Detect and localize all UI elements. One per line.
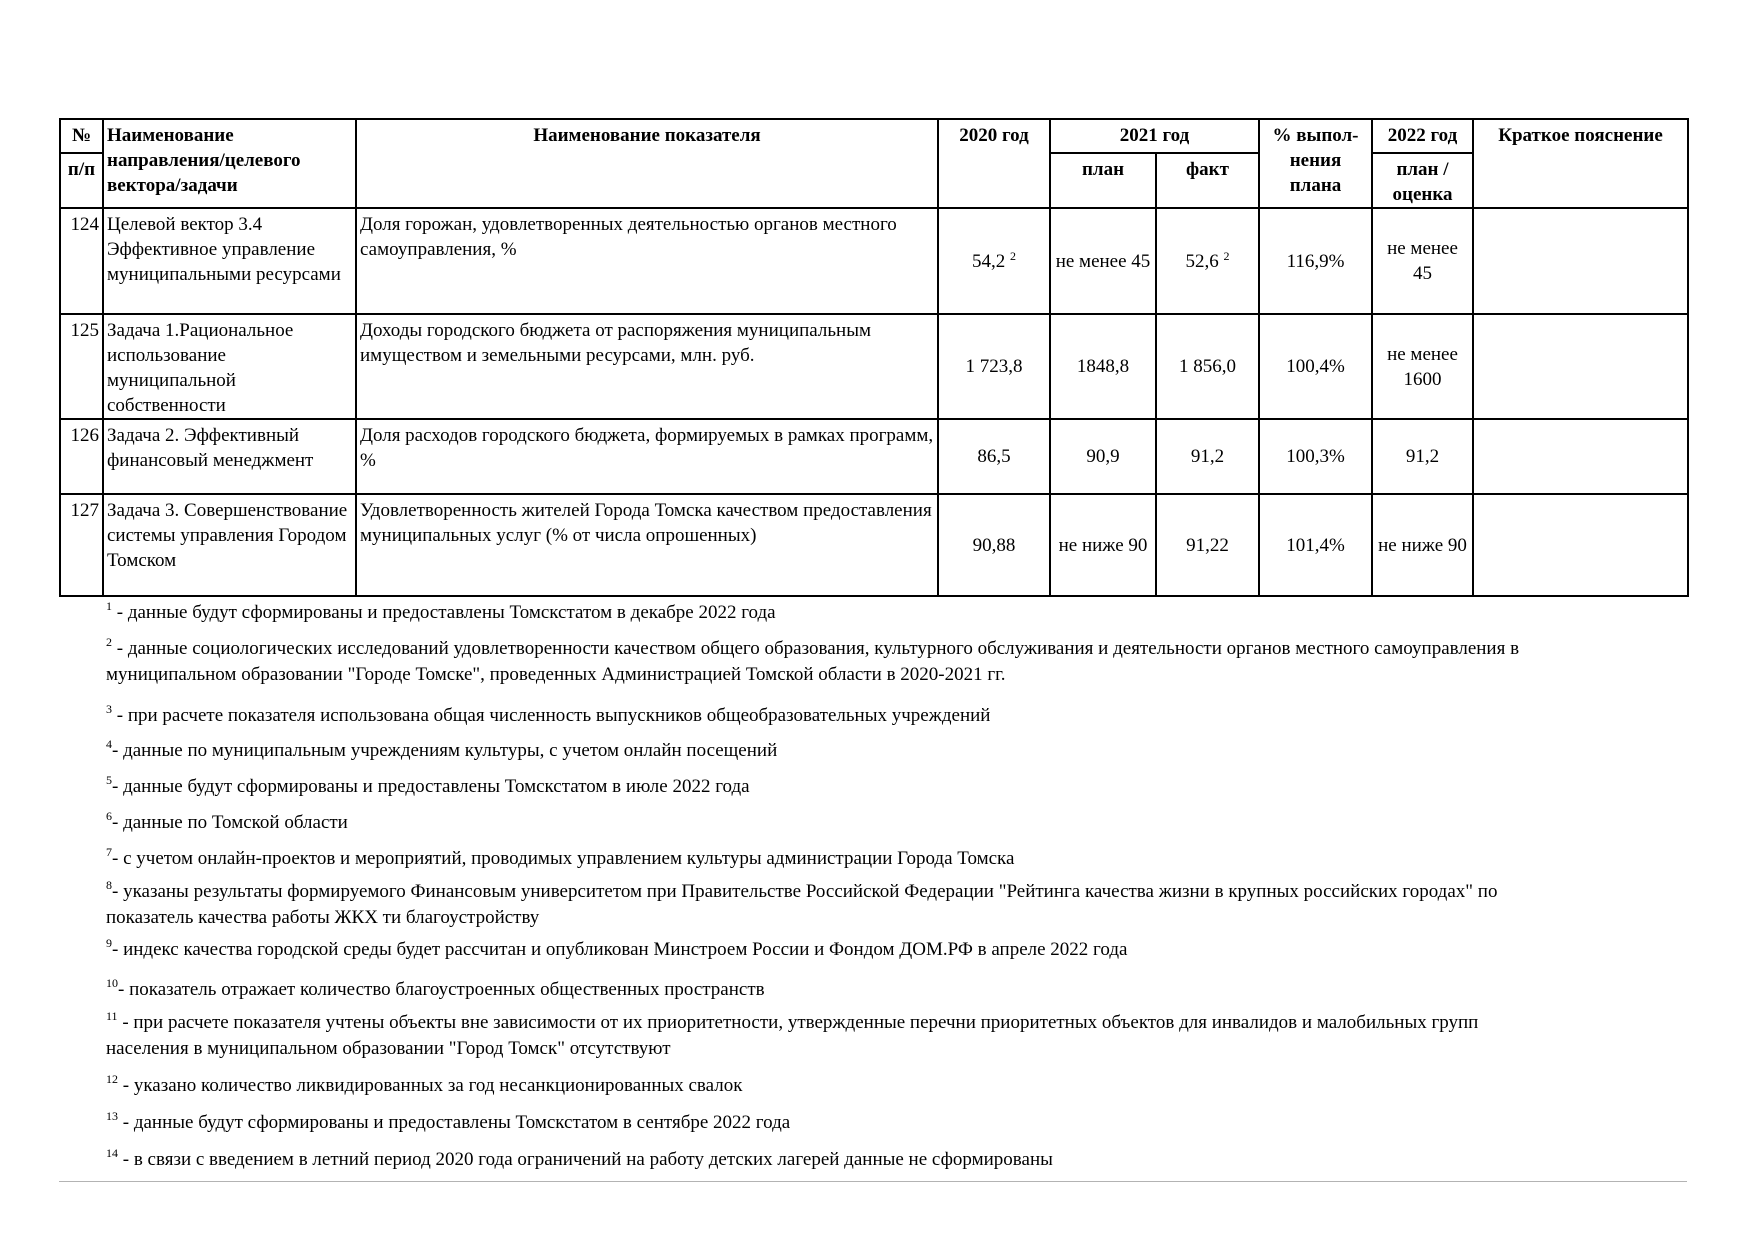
row-indicator: Доля горожан, удовлетворенных деятельностью органов местного самоуправления, % <box>356 208 938 314</box>
value: 52,6 <box>1185 250 1219 272</box>
row-2022: не менее 45 <box>1372 208 1473 314</box>
row-2020: 90,88 <box>938 494 1050 596</box>
row-2022: не менее 1600 <box>1372 314 1473 419</box>
row-number: 126 <box>60 419 103 494</box>
header-num-top: № <box>60 119 103 153</box>
footnote-number: 12 <box>106 1072 118 1086</box>
row-2021-plan: не ниже 90 <box>1050 494 1156 596</box>
header-percent: % выпол-нения плана <box>1259 119 1372 208</box>
row-2021-plan: 90,9 <box>1050 419 1156 494</box>
row-2020: 1 723,8 <box>938 314 1050 419</box>
row-note <box>1473 494 1688 596</box>
row-2021-plan: 1848,8 <box>1050 314 1156 419</box>
footnote-text: - указано количество ликвидированных за год несанкционированных свалок <box>118 1075 743 1096</box>
footnote-number: 3 <box>106 702 112 716</box>
footnote <box>106 703 1526 729</box>
footnote-ref: 2 <box>1223 248 1230 263</box>
footnote-text: - данные по Томской области <box>112 812 348 833</box>
footnote <box>106 937 1526 963</box>
row-direction: Целевой вектор 3.4 Эффективное управление муниципальными ресурсами <box>103 208 356 314</box>
footnote <box>106 636 1526 688</box>
row-indicator: Доходы городского бюджета от распоряжения муниципальным имуществом и земельными ресурсами, млн. руб. <box>356 314 938 419</box>
footnote-text: - показатель отражает количество благоустроенных общественных пространств <box>118 979 765 1000</box>
row-2022: 91,2 <box>1372 419 1473 494</box>
row-percent: 100,3% <box>1259 419 1372 494</box>
table-row <box>60 494 1688 596</box>
header-2022-sub: план / оценка <box>1372 153 1473 208</box>
row-direction: Задача 2. Эффективный финансовый менеджмент <box>103 419 356 494</box>
footnote-text: - при расчете показателя учтены объекты вне зависимости от их приоритетности, утвержденные перечни приоритетных объектов для инвалидов и малобильных групп населения в муниципальном образовании "Город Томск" отсутствуют <box>106 1012 1479 1059</box>
header-2021: 2021 год <box>1050 119 1259 153</box>
row-number: 125 <box>60 314 103 419</box>
footnote-text: - в связи с введением в летний период 2020 года ограничений на работу детских лагерей данные не сформированы <box>118 1149 1053 1170</box>
footnote <box>106 1110 1526 1136</box>
footnote-number: 14 <box>106 1146 118 1160</box>
row-note <box>1473 419 1688 494</box>
header-direction: Наименование направления/целевого вектора/задачи <box>103 119 356 208</box>
row-number: 127 <box>60 494 103 596</box>
header-2020: 2020 год <box>938 119 1050 208</box>
row-2020 <box>938 208 1050 314</box>
row-indicator: Доля расходов городского бюджета, формируемых в рамках программ, % <box>356 419 938 494</box>
footnote-ref: 2 <box>1010 248 1016 263</box>
footnote <box>106 600 1526 626</box>
header-note: Краткое пояснение <box>1473 119 1688 208</box>
footnote <box>106 1147 1526 1173</box>
footnote-text: - с учетом онлайн-проектов и мероприятий, проводимых управлением культуры администрации Города Томска <box>112 848 1015 869</box>
header-2022: 2022 год <box>1372 119 1473 153</box>
footnote-text: - данные социологических исследований удовлетворенности качеством общего образования, культурного обслуживания и деятельности органов местного самоуправления в муниципальном образовании "Городе Томске", проведенных Администрацией Томской области в 2020-2021 гг. <box>106 638 1520 685</box>
table-row <box>60 419 1688 494</box>
value: 54,2 <box>972 250 1006 272</box>
header-num-bottom: п/п <box>60 153 103 208</box>
footnote-number: 5 <box>106 773 112 787</box>
row-2021-fact: 91,2 <box>1156 419 1259 494</box>
row-direction: Задача 3. Совершенствование системы управления Городом Томском <box>103 494 356 596</box>
footnote-text: - индекс качества городской среды будет рассчитан и опубликован Минстроем России и Фондом ДОМ.РФ в апреле 2022 года <box>112 939 1128 960</box>
row-note <box>1473 208 1688 314</box>
row-percent: 100,4% <box>1259 314 1372 419</box>
footnote <box>106 774 1526 800</box>
footnote-number: 2 <box>106 635 112 649</box>
footnote <box>106 846 1526 872</box>
table-row <box>60 208 1688 314</box>
row-2020: 86,5 <box>938 419 1050 494</box>
row-2021-fact <box>1156 208 1259 314</box>
row-2021-plan: не менее 45 <box>1050 208 1156 314</box>
footnote-number: 1 <box>106 599 112 613</box>
footnote-number: 4 <box>106 737 112 751</box>
header-2021-plan: план <box>1050 153 1156 208</box>
footnote <box>106 810 1526 836</box>
footnote <box>106 1073 1526 1099</box>
row-direction: Задача 1.Рациональное использование муниципальной собственности <box>103 314 356 419</box>
footnote-number: 13 <box>106 1109 118 1123</box>
row-2021-fact: 1 856,0 <box>1156 314 1259 419</box>
header-2021-fact: факт <box>1156 153 1259 208</box>
header-indicator: Наименование показателя <box>356 119 938 208</box>
footnote-number: 11 <box>106 1009 118 1023</box>
footnote-number: 10 <box>106 976 118 990</box>
footnotes <box>106 600 1526 1173</box>
footnote <box>106 879 1526 931</box>
footnote <box>106 1010 1526 1062</box>
footnote-text: - данные по муниципальным учреждениям культуры, с учетом онлайн посещений <box>112 740 778 761</box>
row-note <box>1473 314 1688 419</box>
row-number: 124 <box>60 208 103 314</box>
row-indicator: Удовлетворенность жителей Города Томска качеством предоставления муниципальных услуг (% от числа опрошенных) <box>356 494 938 596</box>
footnote-number: 9 <box>106 936 112 950</box>
footnote-text: - данные будут сформированы и предоставлены Томскстатом в сентябре 2022 года <box>118 1112 791 1133</box>
footnote-number: 8 <box>106 878 112 892</box>
footnote-text: - данные будут сформированы и предоставлены Томскстатом в декабре 2022 года <box>112 602 776 623</box>
row-percent: 116,9% <box>1259 208 1372 314</box>
footnote-text: - данные будут сформированы и предоставлены Томскстатом в июле 2022 года <box>112 776 750 797</box>
footnote-text: - указаны результаты формируемого Финансовым университетом при Правительстве Российской Федерации "Рейтинга качества жизни в крупных российских городах" по показатель качества работы ЖКХ ти благоустройству <box>106 881 1498 928</box>
row-2021-fact: 91,22 <box>1156 494 1259 596</box>
indicators-table <box>59 118 1689 597</box>
footnote-number: 7 <box>106 845 112 859</box>
footnote <box>106 977 1526 1003</box>
footnote <box>106 738 1526 764</box>
table-row <box>60 314 1688 419</box>
footnote-number: 6 <box>106 809 112 823</box>
row-2022: не ниже 90 <box>1372 494 1473 596</box>
bottom-divider <box>59 1181 1687 1182</box>
row-percent: 101,4% <box>1259 494 1372 596</box>
footnote-text: - при расчете показателя использована общая численность выпускников общеобразовательных учреждений <box>112 705 991 726</box>
header-row <box>60 119 1688 153</box>
